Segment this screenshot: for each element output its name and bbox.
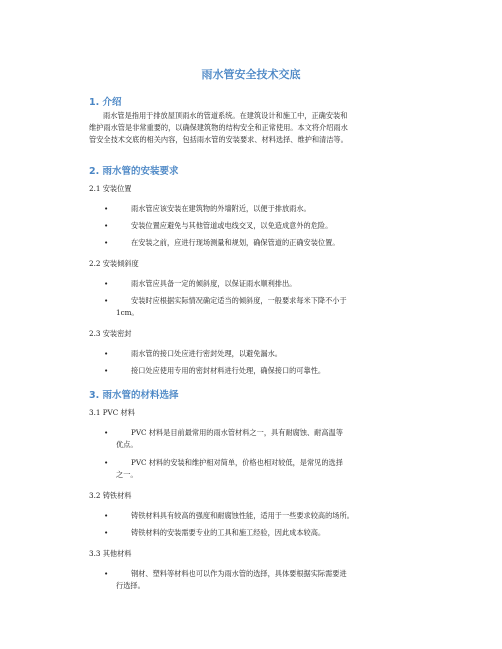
section-heading-install: 2. 雨水管的安装要求 xyxy=(89,166,179,177)
list-item: • 铸铁材料具有较高的强度和耐腐蚀性能，适用于一些要求较高的场所。 xyxy=(104,511,354,520)
list-item: • 铸铁材料的安装需要专业的工具和施工经验，因此成本较高。 xyxy=(104,528,326,537)
bullet-icon: • xyxy=(104,458,109,467)
bullet-icon: • xyxy=(104,296,109,305)
list-item: • PVC 材料是目前最常用的雨水管材料之一，具有耐腐蚀、耐高温等 优点。 xyxy=(104,428,343,449)
bullet-icon: • xyxy=(104,428,109,437)
subsection-heading-2-1: 2.1 安装位置 xyxy=(89,184,132,193)
bullet-icon: • xyxy=(104,528,109,537)
bullet-icon: • xyxy=(104,279,109,288)
bullet-icon: • xyxy=(104,511,109,520)
list-item: • 安装位置应避免与其他管道或电线交叉，以免造成意外的危险。 xyxy=(104,221,333,230)
list-item: • 雨水管的接口处应进行密封处理，以避免漏水。 xyxy=(104,349,282,358)
document-title: 雨水管安全技术交底 xyxy=(201,68,301,81)
paragraph-line: 维护雨水管是非常重要的，以确保建筑物的结构安全和正常使用。本文将介绍雨水 xyxy=(89,123,348,132)
bullet-icon: • xyxy=(104,569,109,578)
bullet-icon: • xyxy=(104,349,109,358)
list-item: • 雨水管应具备一定的倾斜度，以保证雨水顺利排出。 xyxy=(104,279,297,288)
subsection-heading-2-2: 2.2 安装倾斜度 xyxy=(89,259,139,268)
bullet-icon: • xyxy=(104,366,109,375)
paragraph-line: 管安全技术交底的相关内容，包括雨水管的安装要求、材料选择、维护和清洁等。 xyxy=(89,135,348,144)
subsection-heading-3-3: 3.3 其他材料 xyxy=(89,549,132,558)
list-item: • 雨水管应该安装在建筑物的外墙附近，以便于排放雨水。 xyxy=(104,204,311,213)
list-item: • PVC 材料的安装和维护相对简单，价格也相对较低，是常见的选择 之一。 xyxy=(104,458,343,479)
list-item: • 钢材、塑料等材料也可以作为雨水管的选择，具体要根据实际需要进 行选择。 xyxy=(104,569,347,590)
intro-paragraph xyxy=(89,110,419,146)
subsection-heading-3-1: 3.1 PVC 材料 xyxy=(89,408,135,417)
bullet-icon: • xyxy=(104,238,109,247)
bullet-icon: • xyxy=(104,204,109,213)
subsection-heading-3-2: 3.2 铸铁材料 xyxy=(89,491,132,500)
paragraph-line: 雨水管是指用于排放屋顶雨水的管道系统。在建筑设计和施工中，正确安装和 xyxy=(103,111,348,120)
section-heading-intro: 1. 介绍 xyxy=(89,97,122,108)
list-item: • 安装时应根据实际情况确定适当的倾斜度，一般要求每米下降不小于 1cm。 xyxy=(104,296,347,317)
list-item: • 在安装之前，应进行现场测量和规划，确保管道的正确安装位置。 xyxy=(104,238,340,247)
subsection-heading-2-3: 2.3 安装密封 xyxy=(89,329,132,338)
bullet-icon: • xyxy=(104,221,109,230)
list-item: • 接口处应使用专用的密封材料进行处理，确保接口的可靠性。 xyxy=(104,366,326,375)
section-heading-materials: 3. 雨水管的材料选择 xyxy=(89,390,179,401)
